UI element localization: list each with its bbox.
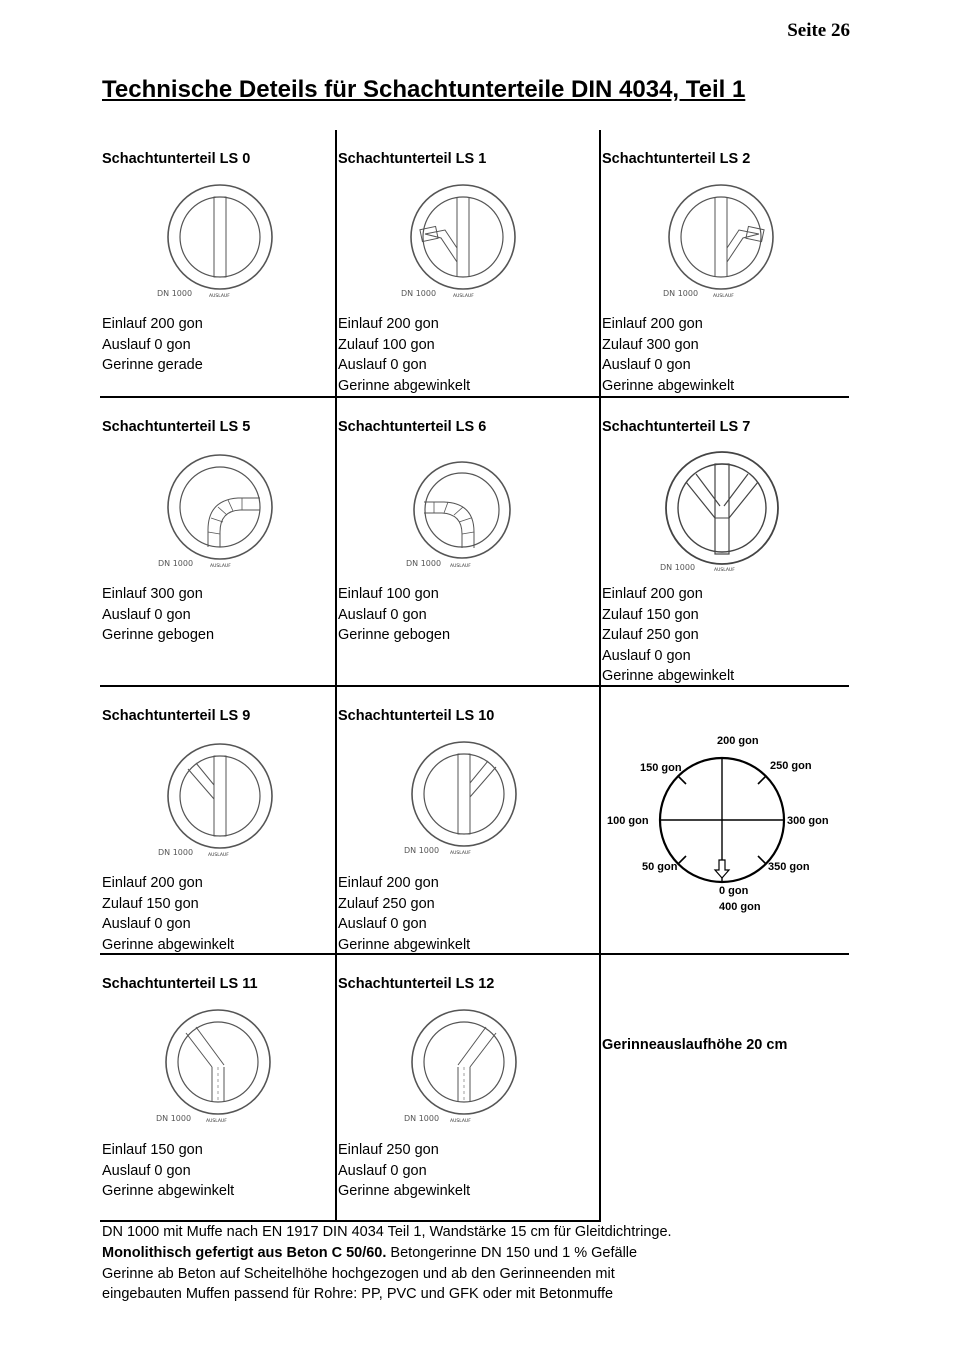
label-300-gon: 300 gon [787,815,829,827]
label-200-gon: 200 gon [717,735,759,747]
outlet-label: AUSLAUF [208,853,229,858]
cell-title: Schachtunterteil LS 1 [338,151,487,167]
cell-title: Schachtunterteil LS 7 [602,419,751,435]
cell-title: Schachtunterteil LS 12 [338,976,495,992]
shaft-drawing-ls12 [404,1007,522,1127]
footer-line-1: DN 1000 mit Muffe nach EN 1917 DIN 4034 Teil 1, Wandstärke 15 cm für Gleitdichtringe. [102,1224,672,1240]
cell-title: Schachtunterteil LS 0 [102,151,251,167]
outlet-label: AUSLAUF [713,294,734,299]
outlet-label: AUSLAUF [714,568,735,573]
dn-label: DN 1000 [401,289,437,298]
cell-title: Schachtunterteil LS 10 [338,708,495,724]
line-auslauf: Auslauf 0 gon [338,606,427,623]
dn-label: DN 1000 [404,846,440,855]
dn-label: DN 1000 [158,559,194,568]
footer-line-2-rest: Betongerinne DN 150 und 1 % Gefälle [386,1244,638,1261]
shaft-drawing-ls7 [658,448,786,574]
line-gerinne: Gerinne abgewinkelt [338,936,471,953]
line-auslauf: Auslauf 0 gon [102,336,191,353]
outlet-label: AUSLAUF [450,851,471,856]
shaft-drawing-ls0 [157,182,275,302]
line-gerinne: Gerinne abgewinkelt [102,936,235,953]
footer-line-2 [102,1243,672,1264]
detail-table [100,130,849,1222]
line-gerinne: Gerinne gebogen [338,627,451,643]
line-auslauf: Auslauf 0 gon [602,357,691,373]
footer-line-4: eingebauten Muffen passend für Rohre: PP, PVC und GFK oder mit Betonmuffe [102,1286,614,1303]
cell-title: Schachtunterteil LS 2 [602,151,751,167]
line-zulauf: Zulauf 300 gon [602,336,699,353]
cell-ls10 [336,687,599,953]
line-einlauf: Einlauf 200 gon [338,875,439,891]
dn-label: DN 1000 [157,289,193,298]
cell-ls9 [100,687,335,953]
shaft-drawing-ls2 [665,182,777,302]
line-zulauf: Zulauf 250 gon [338,895,435,912]
line-einlauf: Einlauf 250 gon [338,1142,439,1158]
line-gerinne: Gerinne gerade [102,357,203,373]
line-zulauf: Zulauf 150 gon [102,895,199,912]
dn-label: DN 1000 [404,1114,440,1123]
label-0-gon: 0 gon [719,885,749,897]
cell-title: Schachtunterteil LS 5 [102,419,251,435]
page-number: Seite 26 [787,20,850,41]
label-400-gon: 400 gon [719,901,761,913]
cell-description [102,584,214,646]
label-50-gon: 50 gon [642,861,678,873]
cell-ls12 [336,955,599,1220]
shaft-drawing-ls6 [404,458,520,576]
line-gerinne: Gerinne abgewinkelt [602,377,735,394]
line-auslauf: Auslauf 0 gon [102,916,191,932]
line-auslauf: Auslauf 0 gon [102,606,191,623]
line-gerinne: Gerinne gebogen [102,627,215,643]
footer-line-3: Gerinne ab Beton auf Scheitelhöhe hochgezogen und ab den Gerinneenden mit [102,1265,615,1282]
line-zulauf: Zulauf 150 gon [602,606,699,623]
outlet-label: AUSLAUF [453,294,474,299]
line-einlauf: Einlauf 200 gon [102,875,203,891]
cell-ls0 [100,130,335,396]
cell-ls2 [600,130,849,396]
cell-description [102,1140,234,1202]
line-zulauf: Zulauf 250 gon [602,627,699,643]
line-auslauf: Auslauf 0 gon [338,916,427,932]
shaft-drawing-ls9 [160,741,278,861]
cell-description [602,584,734,687]
line-auslauf: Auslauf 0 gon [338,1162,427,1179]
cell-ls11 [100,955,335,1220]
line-auslauf: Auslauf 0 gon [102,1162,191,1179]
line-zulauf: Zulauf 100 gon [338,336,435,353]
cell-ls5 [100,398,335,685]
label-150-gon: 150 gon [640,762,682,774]
shaft-drawing-ls1 [401,182,519,302]
shaft-drawing-ls11 [158,1007,276,1127]
outlet-label: AUSLAUF [450,1119,471,1124]
footer-line-2-bold: Monolithisch gefertigt aus Beton C 50/60. [102,1244,387,1261]
cell-title: Schachtunterteil LS 9 [102,708,251,724]
line-einlauf: Einlauf 100 gon [338,586,439,602]
line-gerinne: Gerinne abgewinkelt [102,1183,235,1199]
gerinne-height-note: Gerinneauslaufhöhe 20 cm [602,1037,788,1053]
line-einlauf: Einlauf 200 gon [602,586,703,602]
dn-label: DN 1000 [663,289,699,298]
cell-description [338,584,450,646]
dn-label: DN 1000 [406,559,442,568]
line-einlauf: Einlauf 300 gon [102,586,203,602]
line-einlauf: Einlauf 200 gon [102,316,203,332]
outlet-label: AUSLAUF [206,1119,227,1124]
outlet-label: AUSLAUF [210,564,231,569]
cell-title: Schachtunterteil LS 11 [102,976,258,992]
gon-compass-diagram [605,730,841,920]
cell-description [602,314,734,396]
shaft-drawing-ls10 [404,739,522,859]
cell-description [102,314,203,376]
cell-ls6 [336,398,599,685]
cell-title: Schachtunterteil LS 6 [338,419,487,435]
label-100-gon: 100 gon [607,815,649,827]
cell-description [102,873,234,955]
outlet-label: AUSLAUF [450,564,471,569]
cell-description [338,873,470,955]
line-gerinne: Gerinne abgewinkelt [602,668,735,684]
line-einlauf: Einlauf 150 gon [102,1142,203,1158]
line-einlauf: Einlauf 200 gon [602,316,703,332]
dn-label: DN 1000 [660,563,696,572]
dn-label: DN 1000 [156,1114,192,1123]
cell-compass [600,687,849,953]
line-auslauf: Auslauf 0 gon [338,357,427,373]
page-title: Technische Deteils für Schachtunterteile DIN 4034, Teil 1 [102,76,746,103]
line-gerinne: Gerinne abgewinkelt [338,377,471,394]
cell-description [338,314,470,396]
cell-description [338,1140,470,1202]
line-einlauf: Einlauf 200 gon [338,316,439,332]
cell-ls7 [600,398,849,685]
outlet-label: AUSLAUF [209,294,230,299]
cell-ls1 [336,130,599,396]
label-250-gon: 250 gon [770,760,812,772]
dn-label: DN 1000 [158,848,194,857]
shaft-drawing-ls5 [158,452,278,572]
line-gerinne: Gerinne abgewinkelt [338,1183,471,1199]
footer-notes [102,1222,672,1305]
label-350-gon: 350 gon [768,861,810,873]
line-auslauf: Auslauf 0 gon [602,647,691,664]
